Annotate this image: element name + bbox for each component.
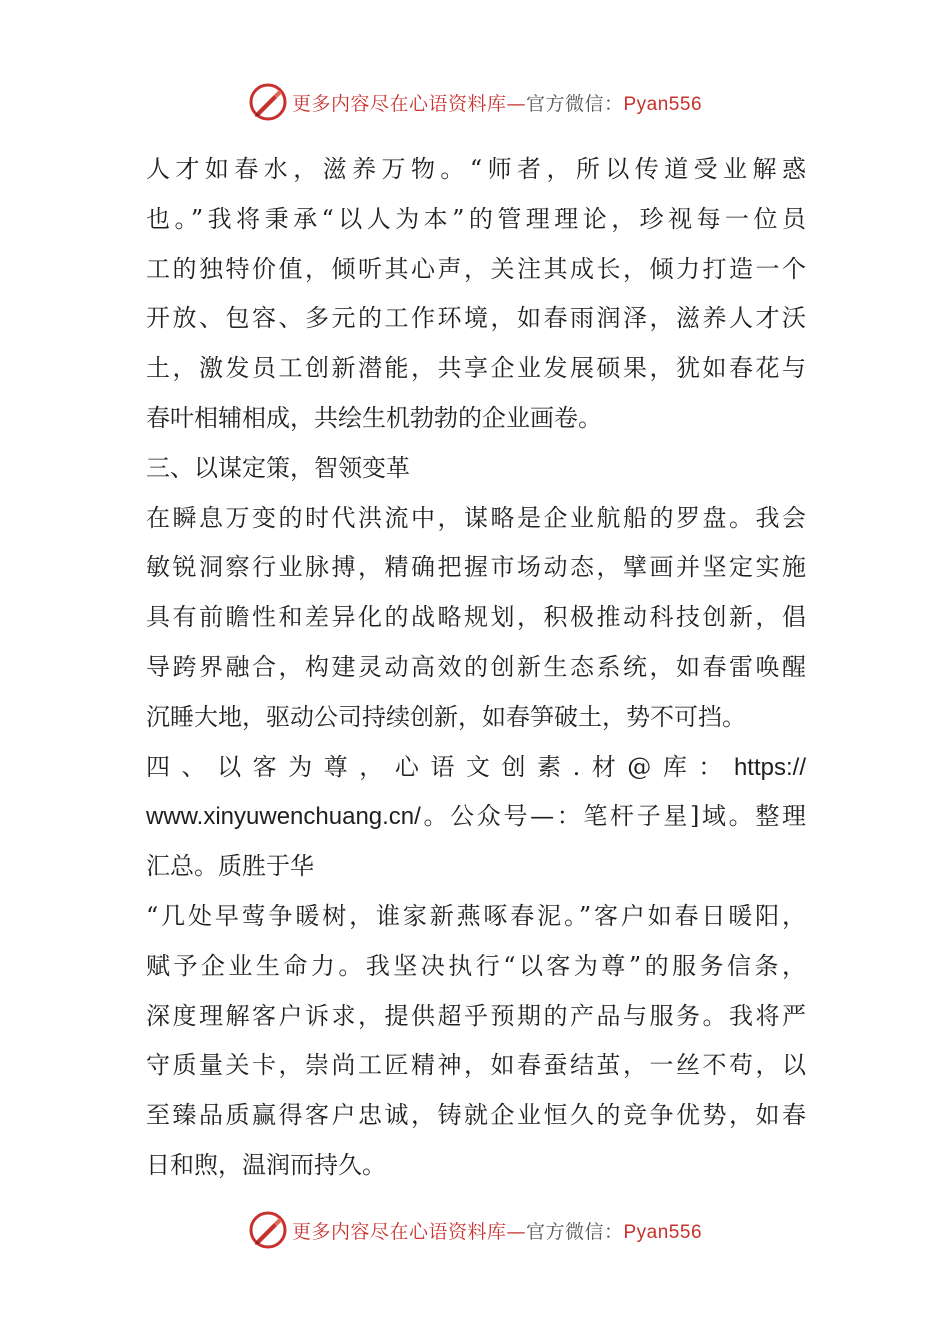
text-line: 春叶相辅相成，共绘生机勃勃的企业画卷。 <box>146 403 602 432</box>
text-line: 具有前瞻性和差异化的战略规划，积极推动科技创新，倡 <box>146 603 806 632</box>
text-line: 赋予企业生命力。我坚决执行“以客为尊”的服务信条， <box>146 951 806 980</box>
watermark-suffix: 。公众号—：笔杆子星]域。整理 <box>420 802 806 831</box>
text-line: 人才如春水，滋养万物。“师者，所以传道受业解惑 <box>146 155 806 183</box>
watermark-url-part1: https:// <box>733 753 806 781</box>
text-line: 开放、包容、多元的工作环境，如春雨润泽，滋养人才沃 <box>146 304 806 333</box>
banner-dash: — <box>506 1220 526 1243</box>
banner-title <box>292 1217 702 1244</box>
text-line: 敏锐洞察行业脉搏，精确把握市场动态，擘画并坚定实施 <box>146 553 806 582</box>
text-line: 工的独特价值，倾听其心声，关注其成长，倾力打造一个 <box>146 254 806 283</box>
text-line: 深度理解客户诉求，提供超乎预期的产品与服务。我将严 <box>146 1001 806 1030</box>
banner-main-text: 更多内容尽在心语资料库 <box>291 92 507 115</box>
text-line: 日和煦，温润而持久。 <box>146 1150 386 1179</box>
watermark-url-part2: www.xinyuwenchuang.cn/ <box>146 803 421 831</box>
text-line: 沉睡大地，驱动公司持续创新，如春笋破土，势不可挡。 <box>146 702 746 731</box>
text-line: 在瞬息万变的时代洪流中，谋略是企业航船的罗盘。我会 <box>146 503 806 532</box>
document-body <box>146 145 806 1191</box>
banner-official-text: 官方微信： <box>525 92 624 115</box>
banner-wechat-id: Pyan556 <box>623 1221 703 1243</box>
banner-main-text: 更多内容尽在心语资料库 <box>291 1220 507 1243</box>
text-line: “几处早莺争暖树，谁家新燕啄春泥。”客户如春日暖阳， <box>146 901 806 930</box>
banner-title <box>292 89 702 116</box>
banner-official-text: 官方微信： <box>525 1220 624 1243</box>
text-line: 至臻品质赢得客户忠诚，铸就企业恒久的竞争优势，如春 <box>146 1101 806 1130</box>
section-heading-3: 三、以谋定策，智领变革 <box>146 453 410 482</box>
pen-logo-icon <box>248 1210 288 1250</box>
text-line: 守质量关卡，崇尚工匠精神，如春蚕结茧，一丝不苟，以 <box>146 1051 806 1080</box>
header-banner <box>0 80 950 124</box>
banner-wechat-id: Pyan556 <box>623 93 703 115</box>
section-heading-4-watermark <box>146 743 806 793</box>
banner-dash: — <box>506 92 526 115</box>
watermark-end: 汇总。质胜于华 <box>146 852 314 881</box>
footer-banner <box>0 1208 950 1252</box>
text-line: 土，激发员工创新潜能，共享企业发展硕果，犹如春花与 <box>146 354 806 383</box>
watermark-line <box>146 792 806 842</box>
watermark-prefix: 四、以客为尊，心语文创素.材@库： <box>146 752 734 781</box>
text-line: 导跨界融合，构建灵动高效的创新生态系统，如春雷唤醒 <box>146 652 806 681</box>
text-line: 也。”我将秉承“以人为本”的管理理论，珍视每一位员 <box>146 204 806 233</box>
pen-logo-icon <box>248 82 288 122</box>
